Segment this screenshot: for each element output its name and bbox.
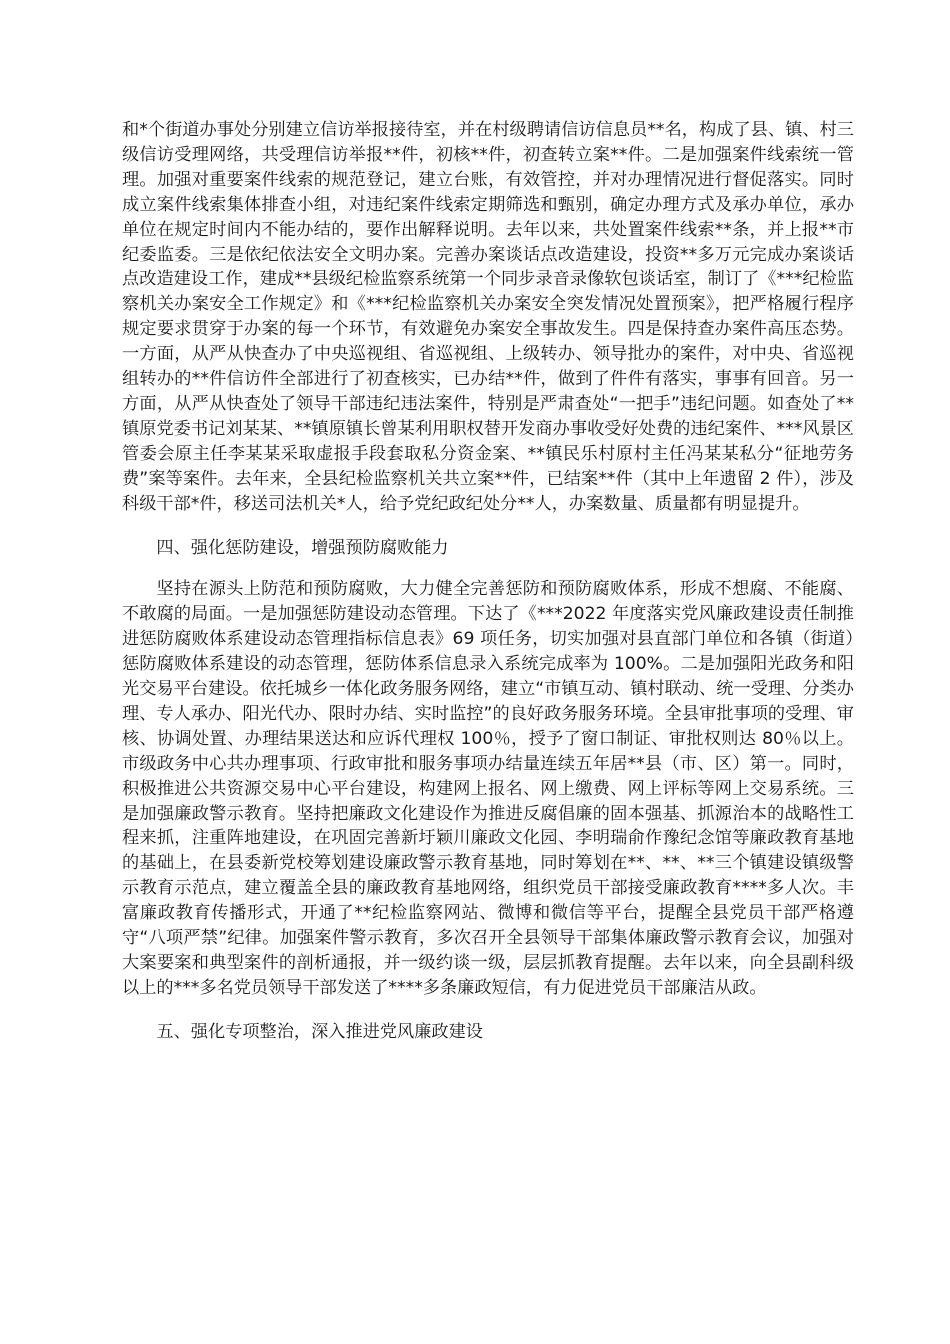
body-paragraph-1: 和*个街道办事处分别建立信访举报接待室，并在村级聘请信访信息员**名，构成了县、镇、村三级信访受理网络，共受理信访举报**件，初核**件，初查转立案**件。二是加强案件线索统一管理。加强对重要案件线索的规范登记，建立台账，有效管控，并对办理情况进行督促落实。同时成立案件线索集体排查小组，对违纪案件线索定期筛选和甄别，确定办理方式及承办单位，承办单位在规定时间内不能办结的，要作出解释说明。去年以来，共处置案件线索**条，并上报**市纪委监委。三是依纪依法安全文明办案。完善办案谈话点改造建设，投资**多万元完成办案谈话点改造建设工作，建成**县级纪检监察系统第一个同步录音录像软包谈话室，制订了《***纪检监察机关办案安全工作规定》和《***纪检监察机关办案安全突发情况处置预案》，把严格履行程序规定要求贯穿于办案的每一个环节，有效避免办案安全事故发生。四是保持查办案件高压态势。一方面，从严从快查办了中央巡视组、省巡视组、上级转办、领导批办的案件，对中央、省巡视组转办的**件信访件全部进行了初查核实，已办结**件，做到了件件有落实，事事有回音。另一方面，从严从快查处了领导干部违纪违法案件，特别是严肃查处“一把手”违纪问题。如查处了**镇原党委书记刘某某、**镇原镇长曾某利用职权替开发商办事收受好处费的违纪案件、***风景区管委会原主任李某某采取虚报手段套取私分资金案、**镇民乐村原村主任冯某某私分“征地劳务费”案等案件。去年来，全县纪检监察机关共立案**件，已结案**件（其中上年遗留 2 件），涉及科级干部*件，移送司法机关*人，给予党纪政纪处分**人，办案数量、质量都有明显提升。 [122,120,854,514]
body-paragraph-2: 坚持在源头上防范和预防腐败，大力健全完善惩防和预防腐败体系，形成不想腐、不能腐、不敢腐的局面。一是加强惩防建设动态管理。下达了《***2022 年度落实党风廉政建设责任制推进惩防腐败体系建设动态管理指标信息表》69 项任务，切实加强对县直部门单位和各镇（街道）惩防腐败体系建设的动态管理，惩防体系信息录入系统完成率为 100%。二是加强阳光政务和阳光交易平台建设。依托城乡一体化政务服务网络，建立“市镇互动、镇村联动、统一受理、分类办理、专人承办、阳光代办、限时办结、实时监控”的良好政务服务环境。全县审批事项的受理、审核、协调处置、办理结果送达和应诉代理权 100％，授予了窗口制证、审批权则达 80％以上。市级政务中心共办理事项、行政审批和服务事项办结量连续五年居**县（市、区）第一。同时，积极推进公共资源交易中心平台建设，构建网上报名、网上缴费、网上评标等网上交易系统。三是加强廉政警示教育。坚持把廉政文化建设作为推进反腐倡廉的固本强基、抓源治本的战略性工程来抓，注重阵地建设，在巩固完善新圩颖川廉政文化园、李明瑞俞作豫纪念馆等廉政教育基地的基础上，在县委新党校筹划建设廉政警示教育基地，同时筹划在**、**、**三个镇建设镇级警示教育示范点，建立覆盖全县的廉政教育基地网络，组织党员干部接受廉政教育****多人次。丰富廉政教育传播形式，开通了**纪检监察网站、微博和微信等平台，提醒全县党员干部严格遵守“八项严禁”纪律。加强案件警示教育，多次召开全县领导干部集体廉政警示教育会议，加强对大案要案和典型案件的剖析通报，并一级约谈一级，层层抓教育提醒。去年以来，向全县副科级以上的***多名党员领导干部发送了****多条廉政短信，有力促进党员干部廉洁从政。 [122,579,854,998]
section-heading-5: 五、强化专项整治，深入推进党风廉政建设 [156,1021,483,1042]
document-page [122,118,854,1045]
section-heading-4: 四、强化惩防建设，增强预防腐败能力 [156,537,449,558]
